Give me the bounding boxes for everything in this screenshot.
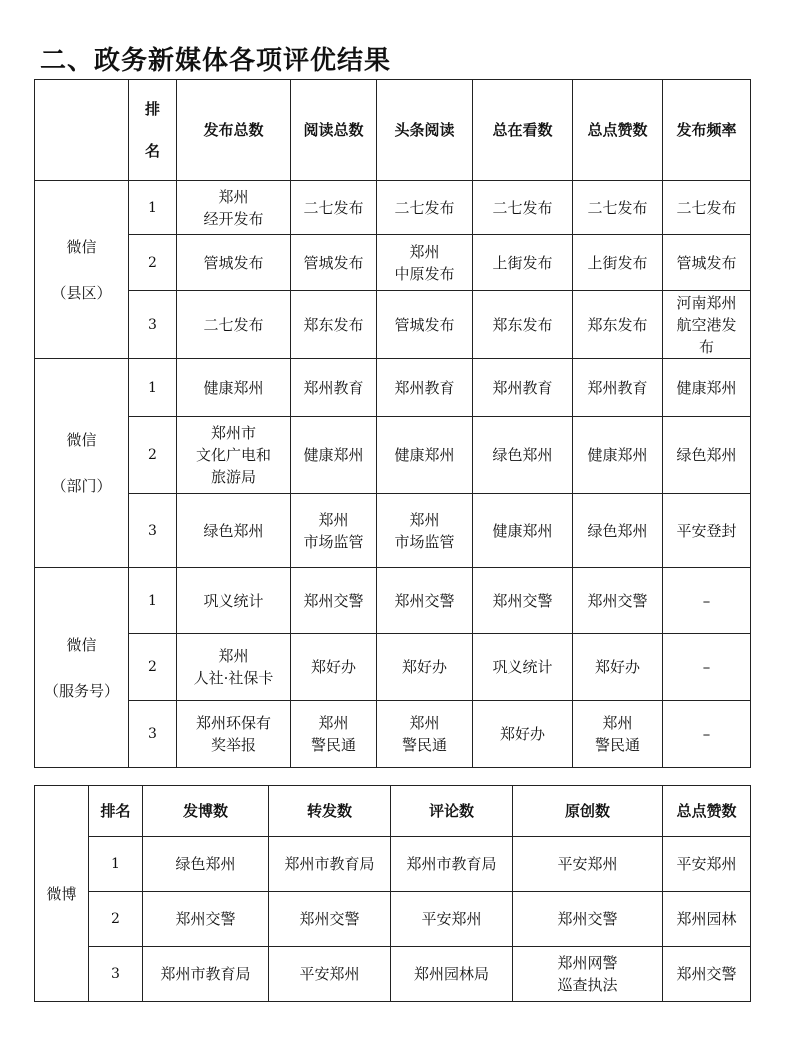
table-cell: [573, 701, 663, 768]
table-cell: [291, 235, 377, 291]
rank-cell: [129, 701, 177, 768]
table-cell-text: 郑州环保有 奖举报: [195, 714, 271, 754]
table-cell-text: 郑州市 文化广电和 旅游局: [195, 424, 271, 486]
rank-cell-text: 3: [148, 522, 157, 539]
table-cell: [377, 181, 473, 235]
table-cell-text: 郑东发布: [587, 315, 648, 334]
table-cell: [143, 947, 269, 1002]
table-cell-text: 健康郑州: [676, 378, 737, 397]
table-row: [35, 837, 751, 892]
wechat-header-cell: [177, 80, 291, 181]
wechat-header-cell-text: 发布频率: [676, 121, 737, 139]
rank-cell: [89, 947, 143, 1002]
table-cell: [291, 359, 377, 417]
table-cell: [573, 359, 663, 417]
weibo-header-cell: [663, 786, 751, 837]
table-cell-text: 郑州教育: [587, 378, 648, 397]
table-row: [35, 634, 751, 701]
table-cell: [377, 291, 473, 359]
table-cell: [663, 359, 751, 417]
table-cell: [513, 947, 663, 1002]
weibo-header-cell: [89, 786, 143, 837]
table-cell-text: 郑东发布: [303, 315, 364, 334]
table-cell: [473, 701, 573, 768]
table-cell: [663, 837, 751, 892]
rank-cell: [129, 181, 177, 235]
rank-cell-text: 1: [148, 199, 157, 216]
table-cell-text: 郑好办: [499, 725, 545, 743]
table-cell: [377, 634, 473, 701]
table-cell-text: 二七发布: [676, 198, 737, 217]
table-cell-text: 郑州交警: [303, 591, 364, 610]
table-cell-text: –: [702, 725, 711, 743]
table-cell: [291, 291, 377, 359]
weibo-header-cell: [391, 786, 513, 837]
table-cell: [291, 181, 377, 235]
table-cell: [143, 892, 269, 947]
table-cell-text: 巩义统计: [203, 591, 264, 610]
table-cell: [291, 634, 377, 701]
table-row: [35, 947, 751, 1002]
weibo-header-cell-text: 原创数: [564, 802, 610, 820]
table-row: [35, 235, 751, 291]
table-cell: [269, 892, 391, 947]
table-row: [35, 417, 751, 494]
rank-cell-text: 2: [111, 911, 120, 927]
table-cell-text: 健康郑州: [587, 446, 648, 464]
table-cell-text: 上街发布: [492, 253, 553, 272]
table-cell-text: 平安登封: [676, 521, 737, 540]
wechat-header-row: [35, 80, 751, 181]
table-cell-text: 平安郑州: [421, 910, 482, 928]
weibo-header-cell-text: 排名: [100, 802, 131, 820]
rank-cell: [129, 235, 177, 291]
table-cell: [663, 417, 751, 494]
table-cell: [269, 837, 391, 892]
rank-cell: [129, 494, 177, 568]
weibo-header-row: [35, 786, 751, 837]
wechat-header-cell: [377, 80, 473, 181]
table-cell-text: 郑州 市场监管: [394, 510, 455, 551]
wechat-ranking-table: [34, 79, 751, 768]
table-cell-text: 郑州交警: [299, 910, 360, 928]
table-cell-text: 郑州市教育局: [406, 855, 497, 873]
rank-cell-text: 2: [148, 447, 157, 463]
table-cell: [573, 494, 663, 568]
table-cell: [473, 291, 573, 359]
wechat-header-cell-text: 发布总数: [203, 121, 264, 139]
wechat-header-cell: [291, 80, 377, 181]
table-cell-text: 郑州 市场监管: [303, 510, 364, 551]
table-cell-text: 健康郑州: [203, 378, 264, 397]
table-cell: [291, 701, 377, 768]
table-cell-text: 郑州网警 巡查执法: [557, 954, 618, 994]
table-cell: [663, 568, 751, 634]
table-cell: [663, 947, 751, 1002]
rank-cell: [129, 291, 177, 359]
wechat-header-cell: [663, 80, 751, 181]
table-cell: [663, 181, 751, 235]
weibo-header-cell: [513, 786, 663, 837]
rank-cell-text: 1: [148, 592, 157, 609]
table-cell-text: 郑州 经开发布: [203, 187, 264, 228]
table-cell: [177, 181, 291, 235]
table-cell: [377, 235, 473, 291]
table-cell: [177, 291, 291, 359]
table-cell-text: 绿色郑州: [676, 446, 737, 464]
table-cell-text: 郑州园林: [676, 910, 737, 928]
group-label-cell: [35, 359, 129, 568]
table-cell-text: 郑州教育: [303, 378, 364, 397]
weibo-header-cell-text: 评论数: [428, 802, 474, 820]
table-cell-text: 郑州市教育局: [284, 855, 375, 873]
table-cell: [573, 634, 663, 701]
table-cell: [291, 417, 377, 494]
wechat-header-cell-text: 阅读总数: [303, 121, 364, 139]
rank-cell-text: 3: [148, 316, 157, 333]
table-cell-text: 平安郑州: [676, 855, 737, 873]
table-row: [35, 892, 751, 947]
rank-cell: [129, 568, 177, 634]
weibo-group-label-cell: [35, 786, 89, 1002]
table-cell-text: 管城发布: [394, 315, 455, 334]
weibo-header-cell: [269, 786, 391, 837]
table-cell: [177, 359, 291, 417]
group-label-cell: [35, 181, 129, 359]
table-cell-text: 郑好办: [401, 658, 447, 676]
table-cell-text: 郑州交警: [557, 910, 618, 928]
table-cell: [377, 359, 473, 417]
table-cell-text: 郑州 警民通: [594, 714, 640, 754]
table-cell-text: 巩义统计: [492, 658, 553, 676]
table-cell-text: 管城发布: [203, 253, 264, 272]
table-cell-text: 郑州教育: [492, 378, 553, 397]
table-row: [35, 701, 751, 768]
table-cell-text: 郑州 中原发布: [394, 242, 455, 283]
table-cell: [291, 494, 377, 568]
table-cell: [513, 837, 663, 892]
weibo-ranking-table: [34, 785, 751, 1002]
weibo-header-cell: [143, 786, 269, 837]
group-label-cell-text: 微信 （服务号）: [43, 635, 119, 700]
table-cell-text: 平安郑州: [557, 855, 618, 873]
rank-cell-text: 1: [111, 856, 120, 872]
rank-cell-text: 2: [148, 659, 157, 675]
table-cell: [377, 568, 473, 634]
table-cell: [473, 634, 573, 701]
table-cell-text: 郑好办: [310, 658, 356, 676]
table-cell-text: 郑州市教育局: [160, 965, 251, 983]
table-cell: [177, 634, 291, 701]
table-cell-text: 绿色郑州: [492, 446, 553, 464]
wechat-header-cell: [473, 80, 573, 181]
table-cell: [573, 417, 663, 494]
table-cell-text: 郑州交警: [676, 965, 737, 983]
table-cell: [663, 701, 751, 768]
table-cell: [573, 181, 663, 235]
table-cell-text: 健康郑州: [492, 521, 553, 540]
table-cell: [663, 291, 751, 359]
table-cell: [513, 892, 663, 947]
table-cell-text: 郑州教育: [394, 378, 455, 397]
weibo-header-cell-text: 发博数: [182, 802, 228, 820]
table-cell-text: 二七发布: [394, 198, 455, 217]
table-cell: [473, 494, 573, 568]
rank-cell-text: 3: [111, 966, 120, 982]
rank-cell: [129, 359, 177, 417]
table-cell-text: 二七发布: [303, 198, 364, 217]
table-cell-text: 郑州交警: [587, 591, 648, 610]
table-cell-text: 郑东发布: [492, 315, 553, 334]
group-label-cell-text: 微信 （部门）: [51, 431, 112, 495]
table-cell-text: 上街发布: [587, 253, 648, 272]
table-cell: [391, 892, 513, 947]
table-cell: [143, 837, 269, 892]
table-cell: [473, 181, 573, 235]
table-cell-text: 平安郑州: [299, 965, 360, 983]
weibo-header-cell-text: 总点赞数: [676, 802, 737, 820]
weibo-group-label-cell-text: 微博: [46, 884, 77, 903]
rank-cell: [89, 837, 143, 892]
wechat-header-cell-text: 总点赞数: [587, 121, 648, 139]
table-cell: [473, 235, 573, 291]
table-cell-text: 郑州交警: [394, 591, 455, 610]
table-cell-text: 郑州交警: [492, 591, 553, 610]
table-cell-text: 绿色郑州: [203, 521, 264, 540]
table-cell: [473, 417, 573, 494]
table-cell-text: 郑州 警民通: [401, 714, 447, 754]
table-cell-text: 郑州交警: [175, 910, 236, 928]
table-cell: [391, 837, 513, 892]
rank-cell-text: 1: [148, 379, 157, 396]
table-cell: [663, 634, 751, 701]
wechat-header-cell: [129, 80, 177, 181]
table-row: [35, 568, 751, 634]
table-cell: [573, 235, 663, 291]
rank-cell: [129, 634, 177, 701]
table-cell: [177, 701, 291, 768]
table-cell-text: 绿色郑州: [175, 855, 236, 873]
table-cell: [269, 947, 391, 1002]
table-cell: [473, 568, 573, 634]
rank-cell: [129, 417, 177, 494]
table-cell: [573, 291, 663, 359]
table-cell: [391, 947, 513, 1002]
table-row: [35, 359, 751, 417]
rank-cell-text: 3: [148, 726, 157, 742]
group-label-cell-text: 微信 （县区）: [51, 237, 112, 302]
table-cell-text: 郑好办: [594, 658, 640, 676]
wechat-header-cell-text: 排 名: [144, 100, 160, 160]
weibo-header-cell-text: 转发数: [306, 802, 352, 820]
table-cell: [663, 892, 751, 947]
table-cell-text: 管城发布: [303, 253, 364, 272]
table-cell-text: 二七发布: [492, 198, 553, 217]
table-cell-text: 健康郑州: [394, 446, 455, 464]
table-cell: [291, 568, 377, 634]
table-cell: [573, 568, 663, 634]
table-cell: [177, 494, 291, 568]
page-title: 二、政务新媒体各项评优结果: [40, 46, 392, 76]
table-cell-text: 健康郑州: [303, 446, 364, 464]
table-row: [35, 494, 751, 568]
table-row: [35, 291, 751, 359]
wechat-header-cell-text: 总在看数: [492, 121, 553, 139]
table-cell: [663, 235, 751, 291]
wechat-header-cell-text: 头条阅读: [394, 121, 455, 139]
table-cell-text: 郑州 警民通: [310, 714, 356, 754]
rank-cell-text: 2: [148, 254, 157, 271]
table-cell: [177, 417, 291, 494]
table-cell: [177, 568, 291, 634]
table-cell: [377, 417, 473, 494]
table-cell-text: 河南郑州 航空港发 布: [676, 293, 737, 356]
table-row: [35, 181, 751, 235]
rank-cell: [89, 892, 143, 947]
table-cell: [177, 235, 291, 291]
table-cell-text: 管城发布: [676, 253, 737, 272]
table-cell: [663, 494, 751, 568]
wechat-header-cell: [573, 80, 663, 181]
table-cell: [377, 494, 473, 568]
table-cell-text: 二七发布: [587, 198, 648, 217]
table-cell-text: 二七发布: [203, 315, 264, 334]
table-cell: [377, 701, 473, 768]
table-cell-text: –: [702, 591, 711, 610]
table-cell-text: 郑州园林局: [413, 965, 489, 983]
header-blank-cell: [35, 80, 129, 181]
group-label-cell: [35, 568, 129, 768]
table-cell-text: –: [702, 658, 711, 676]
table-cell: [473, 359, 573, 417]
table-cell-text: 绿色郑州: [587, 521, 648, 540]
table-cell-text: 郑州 人社·社保卡: [193, 647, 274, 687]
